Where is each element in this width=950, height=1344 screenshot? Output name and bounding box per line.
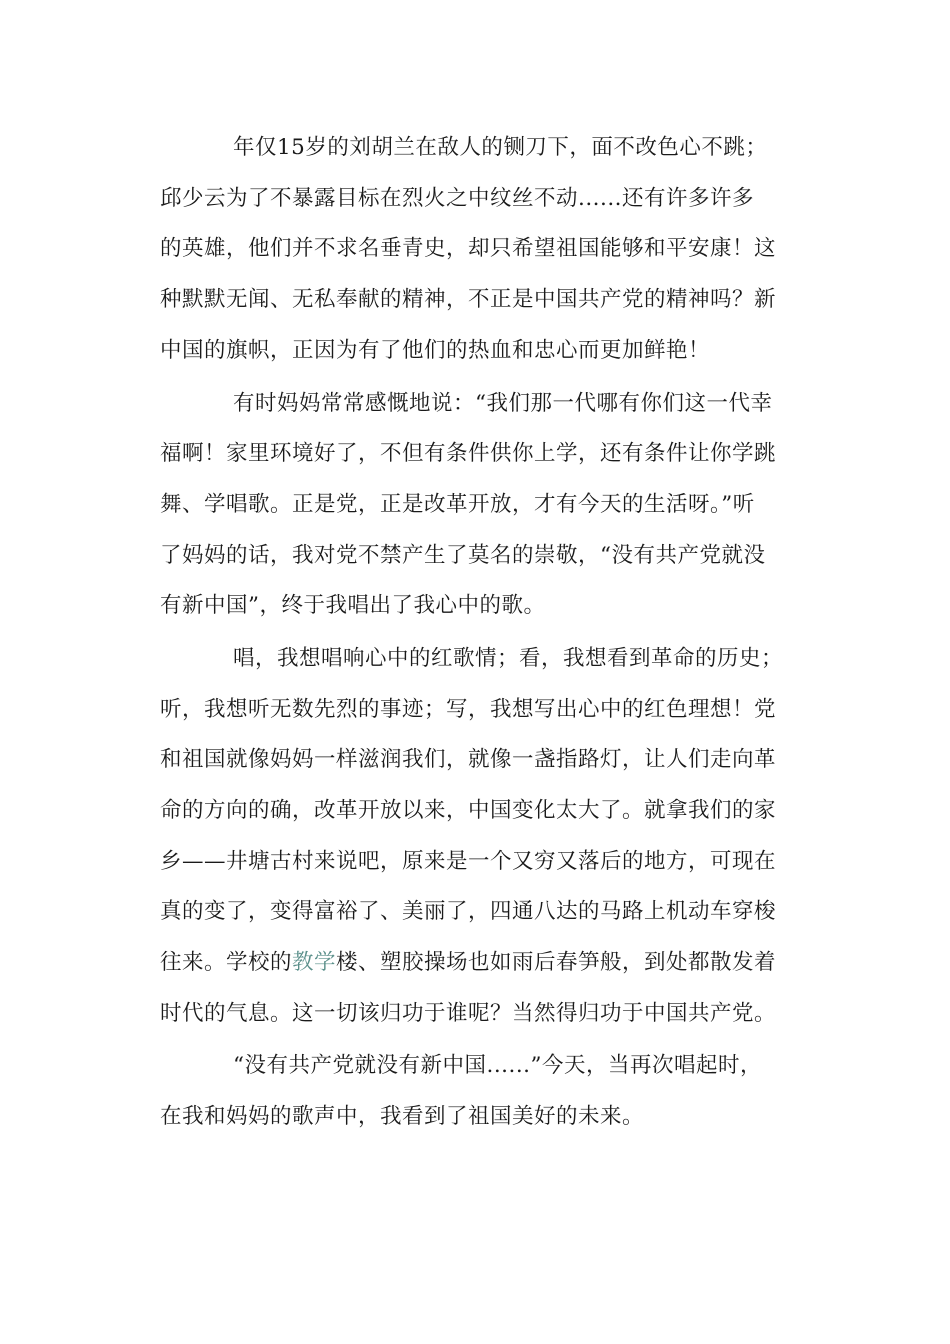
paragraph-1-line-2: 邱少云为了不暴露目标在烈火之中纹丝不动......还有许多许多	[160, 186, 755, 211]
paragraph-3-line-7	[160, 952, 776, 974]
paragraph-3-line-3: 和祖国就像妈妈一样滋润我们，就像一盏指路灯，让人们走向革	[160, 747, 777, 772]
highlighted-text: 教学	[292, 950, 337, 975]
paragraph-1-line-4: 种默默无闻、无私奉献的精神，不正是中国共产党的精神吗？新	[160, 287, 777, 312]
paragraph-3-line-6: 真的变了，变得富裕了、美丽了，四通八达的马路上机动车穿梭	[160, 899, 777, 924]
line-text-pre: 往来。学校的	[160, 950, 293, 975]
paragraph-4-line-2: 在我和妈妈的歌声中，我看到了祖国美好的未来。	[160, 1104, 645, 1129]
paragraph-3-line-1: 唱，我想唱响心中的红歌情；看，我想看到革命的历史；	[233, 646, 784, 671]
paragraph-3-line-8: 时代的气息。这一切该归功于谁呢？当然得归功于中国共产党。	[160, 1001, 777, 1026]
paragraph-1-line-5: 中国的旗帜，正因为有了他们的热血和忠心而更加鲜艳！	[160, 338, 711, 363]
paragraph-3-line-2: 听，我想听无数先烈的事迹；写，我想写出心中的红色理想！党	[160, 697, 777, 722]
paragraph-4-line-1: “没有共产党就没有新中国......”今天，当再次唱起时，	[233, 1053, 762, 1078]
paragraph-3-line-4: 命的方向的确，改革开放以来，中国变化太大了。就拿我们的家	[160, 798, 777, 823]
paragraph-2-line-3: 舞、学唱歌。正是党，正是改革开放，才有今天的生活呀。”听	[160, 492, 755, 517]
paragraph-2-line-4: 了妈妈的话，我对党不禁产生了莫名的崇敬，“没有共产党就没	[160, 543, 766, 568]
paragraph-1-line-1: 年仅15岁的刘胡兰在敌人的铡刀下，面不改色心不跳；	[233, 135, 768, 160]
line-text-post: 楼、塑胶操场也如雨后春笋般，到处都散发着	[336, 950, 777, 975]
paragraph-2-line-5: 有新中国”，终于我唱出了我心中的歌。	[160, 593, 546, 618]
paragraph-1-line-3: 的英雄，他们并不求名垂青史，却只希望祖国能够和平安康！这	[160, 236, 777, 261]
paragraph-3-line-5: 乡——井塘古村来说吧，原来是一个又穷又落后的地方，可现在	[160, 849, 777, 874]
paragraph-2-line-1: 有时妈妈常常感慨地说：“我们那一代哪有你们这一代幸	[233, 391, 773, 416]
paragraph-2-line-2: 福啊！家里环境好了，不但有条件供你上学，还有条件让你学跳	[160, 441, 777, 466]
